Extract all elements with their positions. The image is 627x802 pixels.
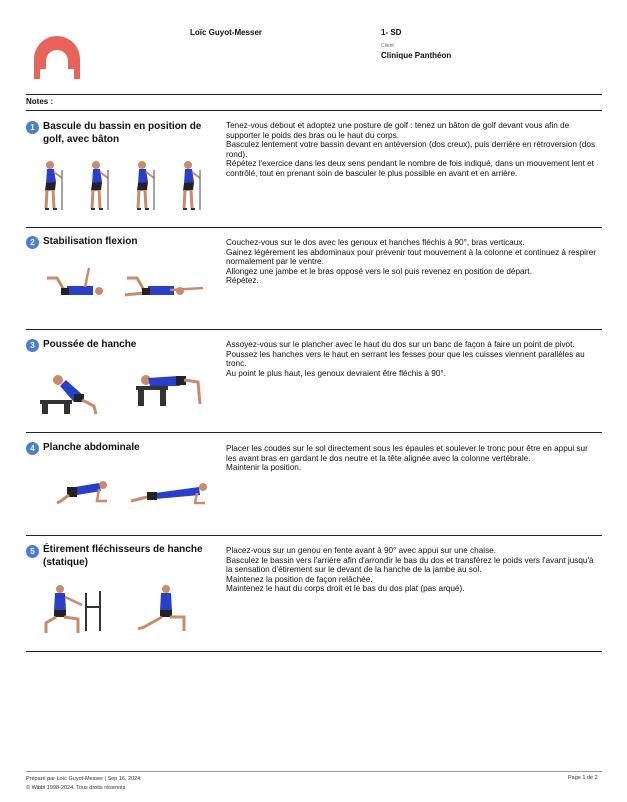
exercise-number-badge: 3 <box>26 339 39 352</box>
exercise-number-badge: 2 <box>26 236 39 249</box>
client-name: Clinique Panthéon <box>381 51 452 60</box>
exercise-illustration <box>38 362 213 420</box>
exercise-title: Stabilisation flexion <box>43 236 138 247</box>
divider <box>26 110 602 111</box>
divider <box>26 227 602 228</box>
exercise-title: Étirement fléchisseurs de hanche (statique) <box>43 544 203 568</box>
exercise-description: Assoyez-vous sur le plancher avec le haut du dos sur un banc de façon à faire un point de pivot. Poussez les hanches vers le haut en serrant les fesses pour que les cuisses viennent parallèles au tronc. Au point le plus haut, les genoux devraient être fléchis à 90°. <box>226 340 585 378</box>
exercise-number-badge: 1 <box>26 121 39 134</box>
page-number: Page 1 de 2 <box>568 775 598 781</box>
exercise-description: Placez-vous sur un genou en fente avant à 90° avec appui sur une chaise. Basculez le bassin vers l'arrière afin d'arrondir le bas du dos et transférez le poids vers l'avant jusqu'à la sensation d'étirement sur le devant de la hanche de la jambe au sol. Maintenez la position de façon relâchée. Maintenez le haut du corps droit et le bas du dos plat (pas arqué). <box>226 546 594 594</box>
footer-divider <box>26 771 602 772</box>
divider <box>26 651 602 652</box>
exercise-description: Tenez-vous debout et adoptez une posture de golf : tenez un bâton de golf devant vous afin de supporter le poids des bras ou le haut du corps. Basculez lentement votre bassin devant en antéversion (dos creux), puis derrière en rétroversion (dos rond). Répétez l'exercice dans les deux sens pendant le nombre de fois indiqué, dans un mouvement lent et contrôlé, tout en prenant soin de basculer le plus possible en avant et en arrière. <box>226 121 596 178</box>
divider <box>26 535 602 536</box>
exercise-title: Poussée de hanche <box>43 339 137 350</box>
therapist-name: Loïc Guyot-Messer <box>190 28 263 37</box>
exercise-illustration <box>55 475 215 507</box>
client-label: Client <box>381 43 394 49</box>
exercise-title: Planche abdominale <box>43 442 140 453</box>
exercise-title: Bascule du bassin en position de golf, avec bâton <box>43 121 202 145</box>
exercise-description: Placer les coudes sur le sol directement sous les épaules et soulever le tronc pour être en appui sur les avant bras en gardant le dos neutre et la tête alignée avec la colonne vertébrale. Maintenir la position. <box>226 444 588 473</box>
prepared-by: Préparé par Loïc Guyot-Messer | Sep 16, 2024 <box>26 776 141 782</box>
program-name: 1- SD <box>381 28 402 37</box>
divider <box>26 94 602 95</box>
copyright: © Wibbi 1998-2024. Tous droits réservés <box>26 785 126 791</box>
exercise-illustration <box>45 262 215 302</box>
exercise-number-badge: 4 <box>26 442 39 455</box>
exercise-number-badge: 5 <box>26 545 39 558</box>
exercise-illustration <box>38 160 213 214</box>
notes-label: Notes : <box>26 97 54 106</box>
exercise-description: Couchez-vous sur le dos avec les genoux et hanches fléchis à 90°, bras verticaux. Gainez légèrement les abdominaux pour prévenir tout mouvement à la colonne et continuez à respirer normalement par le ventre. Allongez une jambe et le bras opposé vers le sol puis revenez en position de départ. Répétez. <box>226 238 597 286</box>
divider <box>26 329 602 330</box>
footer-info <box>26 775 140 793</box>
clinic-logo <box>30 35 84 79</box>
exercise-illustration <box>38 583 198 635</box>
divider <box>26 432 602 433</box>
